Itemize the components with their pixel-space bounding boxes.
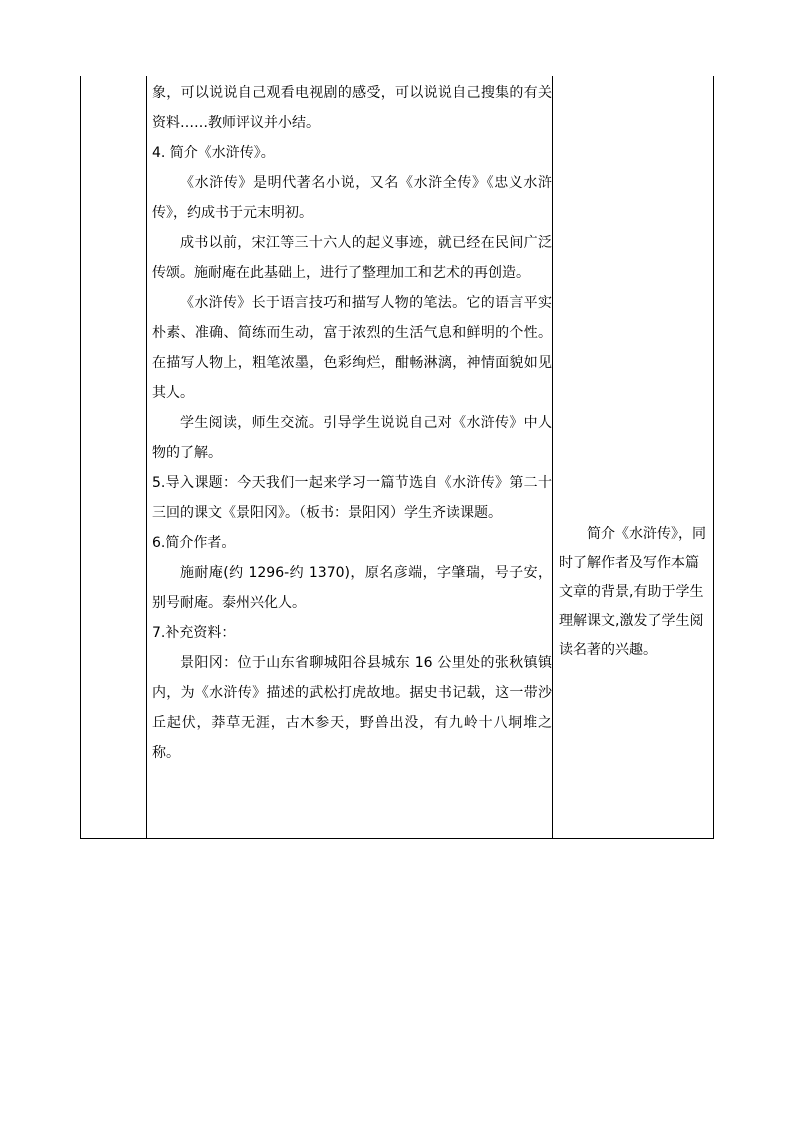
teaching-process-cell <box>152 78 552 818</box>
table-border-left <box>80 76 81 839</box>
paragraph: 5.导入课题：今天我们一起来学习一篇节选自《水浒传》第二十三回的课文《景阳冈》。（板书：景阳冈）学生齐读课题。 <box>152 475 552 521</box>
table-border-right <box>713 76 714 839</box>
column-divider-2 <box>552 76 553 839</box>
design-intent-note: 简介《水浒传》，同时了解作者及写作本篇文章的背景,有助于学生理解课文,激发了学生阅读名著的兴趣。 <box>559 526 706 658</box>
paragraph: 象，可以说说自己观看电视剧的感受，可以说说自己搜集的有关资料……教师评议并小结。 <box>152 85 552 131</box>
paragraph: 4. 简介《水浒传》。 <box>152 145 275 161</box>
paragraph: 成书以前，宋江等三十六人的起义事迹，就已经在民间广泛传颂。施耐庵在此基础上，进行了整理加工和艺术的再创造。 <box>152 235 552 281</box>
paragraph: 《水浒传》是明代著名小说，又名《水浒全传》《忠义水浒传》，约成书于元末明初。 <box>152 175 552 221</box>
column-divider-1 <box>146 76 147 839</box>
table-border-bottom <box>80 838 714 839</box>
paragraph: 7.补充资料： <box>152 625 236 641</box>
paragraph: 《水浒传》长于语言技巧和描写人物的笔法。它的语言平实朴素、准确、简练而生动，富于浓烈的生活气息和鲜明的个性。在描写人物上，粗笔浓墨，色彩绚烂，酣畅淋漓，神情面貌如见其人。 <box>152 295 552 401</box>
paragraph: 6.简介作者。 <box>152 535 236 551</box>
paragraph: 施耐庵(约 1296-约 1370)，原名彦端，字肇瑞，号子安，别号耐庵。泰州兴化人。 <box>152 565 552 611</box>
paragraph: 学生阅读，师生交流。引导学生说说自己对《水浒传》中人物的了解。 <box>152 415 552 461</box>
paragraph: 景阳冈：位于山东省聊城阳谷县城东 16 公里处的张秋镇镇内，为《水浒传》描述的武松打虎故地。据史书记载，这一带沙丘起伏，莽草无涯，古木参天，野兽出没，有九岭十八垌堆之称。 <box>152 655 552 761</box>
